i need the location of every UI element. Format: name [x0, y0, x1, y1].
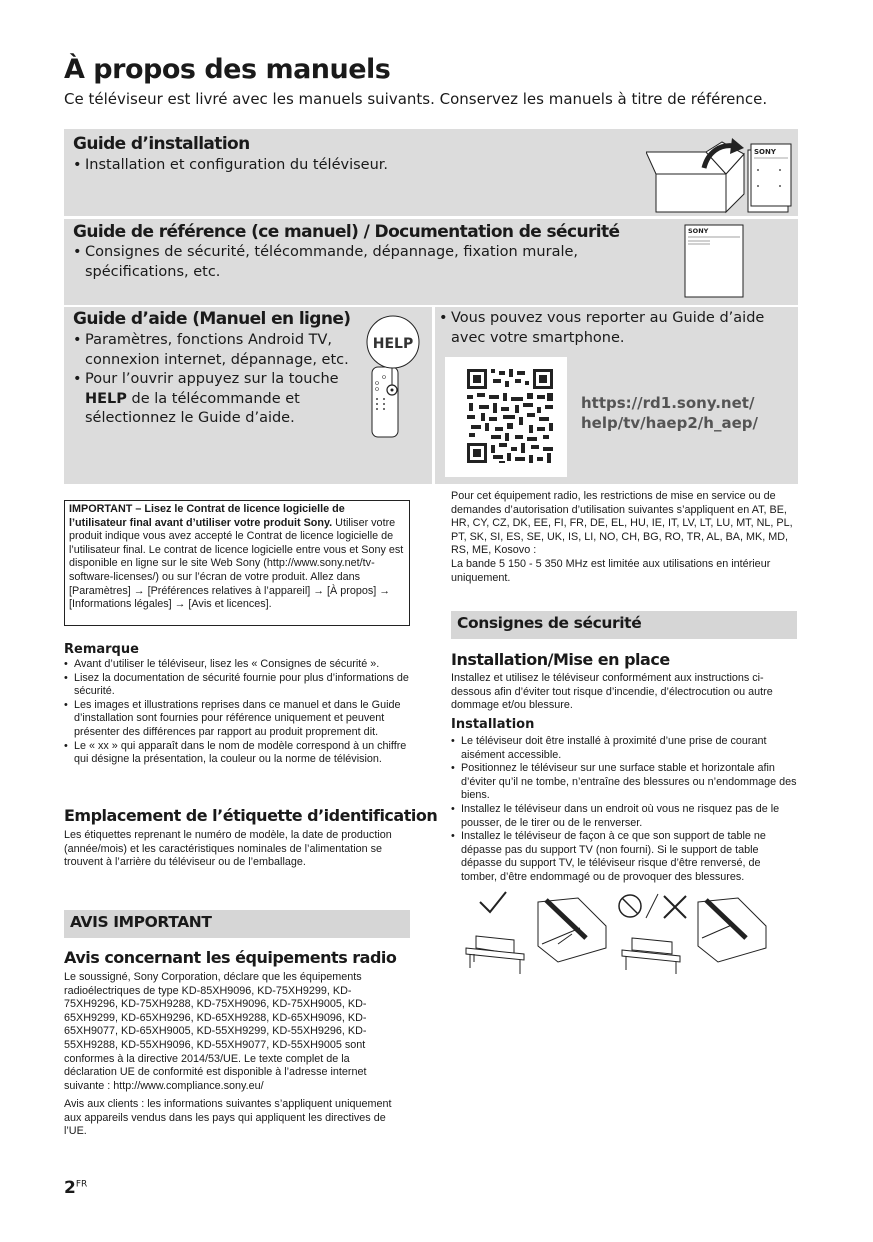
avis-important-bar: AVIS IMPORTANT	[64, 910, 410, 938]
installation-guide-box	[64, 129, 798, 216]
important-license-box	[64, 500, 410, 626]
important-text: Utiliser votre produit indique vous avez accepté le Contrat de licence logicielle de l’utilisateur final. Le contrat de licence logicielle entre vous et Sony est disponible en ligne sur le site Web Sony (http://www.sony.net/tv-software-licenses/) ou sur l’écran de votre produit. Allez dans [Paramètres] → [Préférences relatives à l’appareil] → [À propos] → [Informations légales] → [Avis et licences].	[69, 516, 404, 611]
help-guide-smartphone-box	[435, 307, 798, 484]
list-item: • Les images et illustrations reprises dans ce manuel et dans le Guide d’installation sont fournies pour référence uniquement et peuvent présenter des différences par rapport au produit proprement dit.	[64, 699, 412, 740]
help-guide-url[interactable]: https://rd1.sony.net/ help/tv/haep2/h_aep/	[581, 394, 758, 432]
check-icon	[480, 892, 506, 912]
help-key-label: HELP	[372, 336, 414, 352]
installation-list	[451, 735, 797, 885]
page-number: $2^{FR}$	[64, 1178, 88, 1198]
list-item: • Avant d’utiliser le téléviseur, lisez les « Consignes de sécurité ».	[64, 658, 412, 672]
qr-code[interactable]	[445, 357, 567, 477]
qr-code-graphic	[445, 357, 567, 477]
smartphone-list	[439, 309, 779, 348]
tv-stand-incorrect-illustration	[614, 888, 774, 976]
reference-guide-list	[73, 243, 593, 282]
manual-booklet-illustration	[684, 224, 746, 300]
box-manual-illustration	[646, 134, 796, 214]
help-guide-heading: Guide d’aide (Manuel en ligne)	[73, 309, 351, 329]
list-item: • Installez le téléviseur de façon à ce que son support de table ne dépasse pas du support TV (non fourni). Si le support de table dépasse du support TV, le téléviseur risque d’être renversé, de tomber, d’être endommagé ou de provoquer des blessures.	[451, 830, 797, 884]
list-item: • Positionnez le téléviseur sur une surface stable et horizontale afin d’éviter qu’il ne tombe, n’entraîne des blessures ou n’endommage des biens.	[451, 762, 797, 803]
installation-guide-list	[73, 156, 593, 176]
radio-notice-heading: Avis concernant les équipements radio	[64, 948, 397, 967]
remarque-heading: Remarque	[64, 642, 139, 657]
tv-stand-correct-illustration	[462, 888, 612, 976]
reference-guide-box	[64, 219, 798, 305]
list-item: • Paramètres, fonctions Android TV, connexion internet, dépannage, etc.	[73, 331, 358, 370]
help-guide-box	[64, 307, 432, 484]
list-item: • Le téléviseur doit être installé à proximité d’une prise de courant aisément accessible.	[451, 735, 797, 762]
list-item: • Installation et configuration du téléviseur.	[73, 156, 593, 176]
reference-guide-heading: Guide de référence (ce manuel) / Documentation de sécurité	[73, 222, 620, 242]
list-item: • Consignes de sécurité, télécommande, dépannage, fixation murale, spécifications, etc.	[73, 243, 593, 282]
list-item: • Pour l’ouvrir appuyez sur la touche HELP de la télécommande et sélectionnez le Guide d’aide.	[73, 370, 358, 429]
radio-notice-eu-text: Avis aux clients : les informations suivantes s’appliquent uniquement aux appareils vendus dans les pays qui appliquent les directives de l’UE.	[64, 1098, 392, 1138]
installation-text: Installez et utilisez le téléviseur conformément aux instructions ci-dessous afin d’éviter tout risque d’incendie, d’électrocution ou autre dommage et/ou blessure.	[451, 672, 773, 712]
list-item: • Lisez la documentation de sécurité fournie pour plus d’informations de sécurité.	[64, 672, 412, 699]
brand-text: SONY	[688, 227, 709, 235]
list-item: • Installez le téléviseur dans un endroit où vous ne risquez pas de le pousser, de le tirer ou de le renverser.	[451, 803, 797, 830]
radio-notice-text: Le soussigné, Sony Corporation, déclare que les équipements radioélectriques de type KD-85XH9096, KD-75XH9299, KD-75XH9296, KD-75XH9288, KD-75XH9096, KD-75XH9005, KD-65XH9299, KD-65XH9296, KD-65XH9288, KD-65XH9096, KD-65XH9077, KD-65XH9005, KD-55XH9299, KD-55XH9296, KD-55XH9288, KD-55XH9096, KD-55XH9077, KD-55XH9005 sont conformes à la directive 2014/53/UE. Le texte complet de la déclaration UE de conformité est disponible à l’adresse internet suivante : http://www.compliance.sony.eu/	[64, 971, 367, 1092]
safety-instructions-bar: Consignes de sécurité	[451, 611, 797, 639]
list-item: • Vous pouvez vous reporter au Guide d’aide avec votre smartphone.	[439, 309, 779, 348]
installation-guide-heading: Guide d’installation	[73, 134, 250, 154]
page-title: À propos des manuels	[64, 54, 391, 85]
installation-heading: Installation/Mise en place	[451, 650, 670, 669]
brand-text: SONY	[754, 148, 776, 156]
installation-subheading: Installation	[451, 717, 535, 732]
list-item: • Le « xx » qui apparaît dans le nom de modèle correspond à un chiffre qui désigne la présentation, la couleur ou la norme de télévision.	[64, 740, 412, 767]
intro-text: Ce téléviseur est livré avec les manuels suivants. Conservez les manuels à titre de référence.	[64, 90, 768, 108]
help-guide-list	[73, 331, 358, 429]
label-location-heading: Emplacement de l’étiquette d’identification	[64, 806, 438, 825]
important-heading: IMPORTANT – Lisez le Contrat de licence logicielle de l’utilisateur final avant d’utiliser votre produit Sony.	[69, 503, 345, 529]
remote-help-illustration	[364, 315, 426, 439]
label-location-text: Les étiquettes reprenant le numéro de modèle, la date de production (année/mois) et les caractéristiques nominales de l’alimentation se trouvent à l’arrière du téléviseur ou de l’emballage.	[64, 829, 392, 869]
remarque-list	[64, 658, 412, 767]
radio-restrictions-text: Pour cet équipement radio, les restrictions de mise en service ou de demandes d’autorisation d’utilisation suivantes s’appliquent en AT, BE, HR, CY, CZ, DK, EE, FI, FR, DE, EL, HU, IE, IT, LV, LT, LU, MT, NL, PL, PT, SK, SI, ES, SE, UK, IS, LI, NO, CH, BG, RO, TR, AL, BA, MK, MD, RS, ME, Kosovo : La bande 5 150 - 5 350 MHz est limitée aux utilisations en intérieur uniquement.	[451, 490, 793, 584]
